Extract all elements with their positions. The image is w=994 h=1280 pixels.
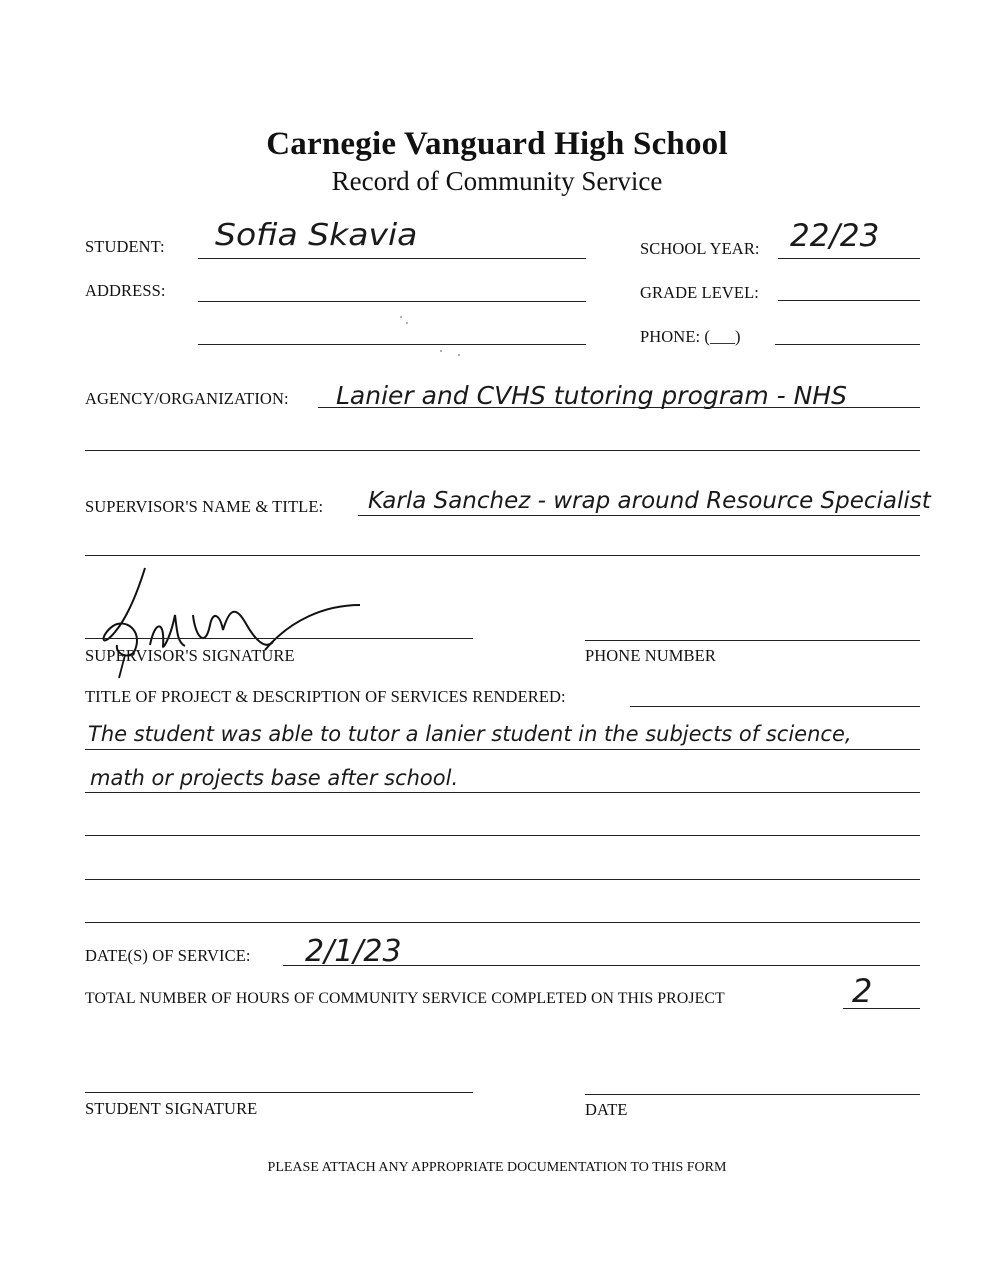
- description-line-3: [85, 835, 920, 836]
- date-label: DATE: [585, 1100, 628, 1119]
- total-hours-label: TOTAL NUMBER OF HOURS OF COMMUNITY SERVICE COMPLETED ON THIS PROJECT: [85, 990, 725, 1007]
- scan-speck: [406, 322, 408, 324]
- agency-line-2: [85, 450, 920, 451]
- school-year-label: SCHOOL YEAR:: [640, 239, 760, 258]
- scan-speck: [400, 316, 402, 318]
- description-line-1-handwritten[interactable]: The student was able to tutor a lanier student in the subjects of science,: [88, 722, 852, 746]
- student-line: [198, 258, 586, 259]
- supervisor-name-label: SUPERVISOR'S NAME & TITLE:: [85, 497, 324, 516]
- address-line-1: [198, 301, 586, 302]
- student-signature-label: STUDENT SIGNATURE: [85, 1099, 258, 1118]
- address-line-2: [198, 344, 586, 345]
- agency-label: AGENCY/ORGANIZATION:: [85, 389, 289, 408]
- school-year-line: [778, 258, 920, 259]
- project-title-label: TITLE OF PROJECT & DESCRIPTION OF SERVICES RENDERED:: [85, 687, 566, 706]
- supervisor-name-line: [358, 515, 920, 516]
- school-name: Carnegie Vanguard High School: [266, 126, 728, 162]
- school-year-handwritten[interactable]: 22/23: [790, 218, 880, 254]
- description-line-2: [85, 792, 920, 793]
- description-line-1: [85, 749, 920, 750]
- description-line-5: [85, 922, 920, 923]
- phone-number-line: [585, 640, 920, 641]
- grade-level-line: [778, 300, 920, 301]
- description-line-2-handwritten[interactable]: math or projects base after school.: [90, 766, 459, 790]
- scan-speck: [440, 350, 442, 352]
- grade-level-label: GRADE LEVEL:: [640, 283, 759, 302]
- form-subtitle: Record of Community Service: [331, 166, 663, 196]
- supervisor-signature-line: [85, 638, 473, 639]
- phone-label: PHONE: (___): [640, 327, 741, 346]
- date-line: [585, 1094, 920, 1095]
- student-label: STUDENT:: [85, 237, 165, 256]
- project-title-line: [630, 706, 920, 707]
- scan-speck: [458, 354, 460, 356]
- description-line-4: [85, 879, 920, 880]
- dates-label: DATE(S) OF SERVICE:: [85, 946, 251, 965]
- total-hours-handwritten[interactable]: 2: [852, 972, 873, 1010]
- supervisor-name-handwritten[interactable]: Karla Sanchez - wrap around Resource Specialist: [368, 488, 931, 514]
- agency-handwritten[interactable]: Lanier and CVHS tutoring program - NHS: [336, 381, 847, 410]
- supervisor-signature-label: SUPERVISOR'S SIGNATURE: [85, 646, 295, 665]
- student-signature-line: [85, 1092, 473, 1093]
- phone-number-label: PHONE NUMBER: [585, 646, 716, 665]
- dates-handwritten[interactable]: 2/1/23: [305, 934, 402, 969]
- student-name-handwritten[interactable]: Sofia Skavia: [215, 218, 418, 253]
- address-label: ADDRESS:: [85, 281, 166, 300]
- phone-line: [775, 344, 920, 345]
- footer-note: PLEASE ATTACH ANY APPROPRIATE DOCUMENTATION TO THIS FORM: [267, 1160, 727, 1175]
- supervisor-name-line-2: [85, 555, 920, 556]
